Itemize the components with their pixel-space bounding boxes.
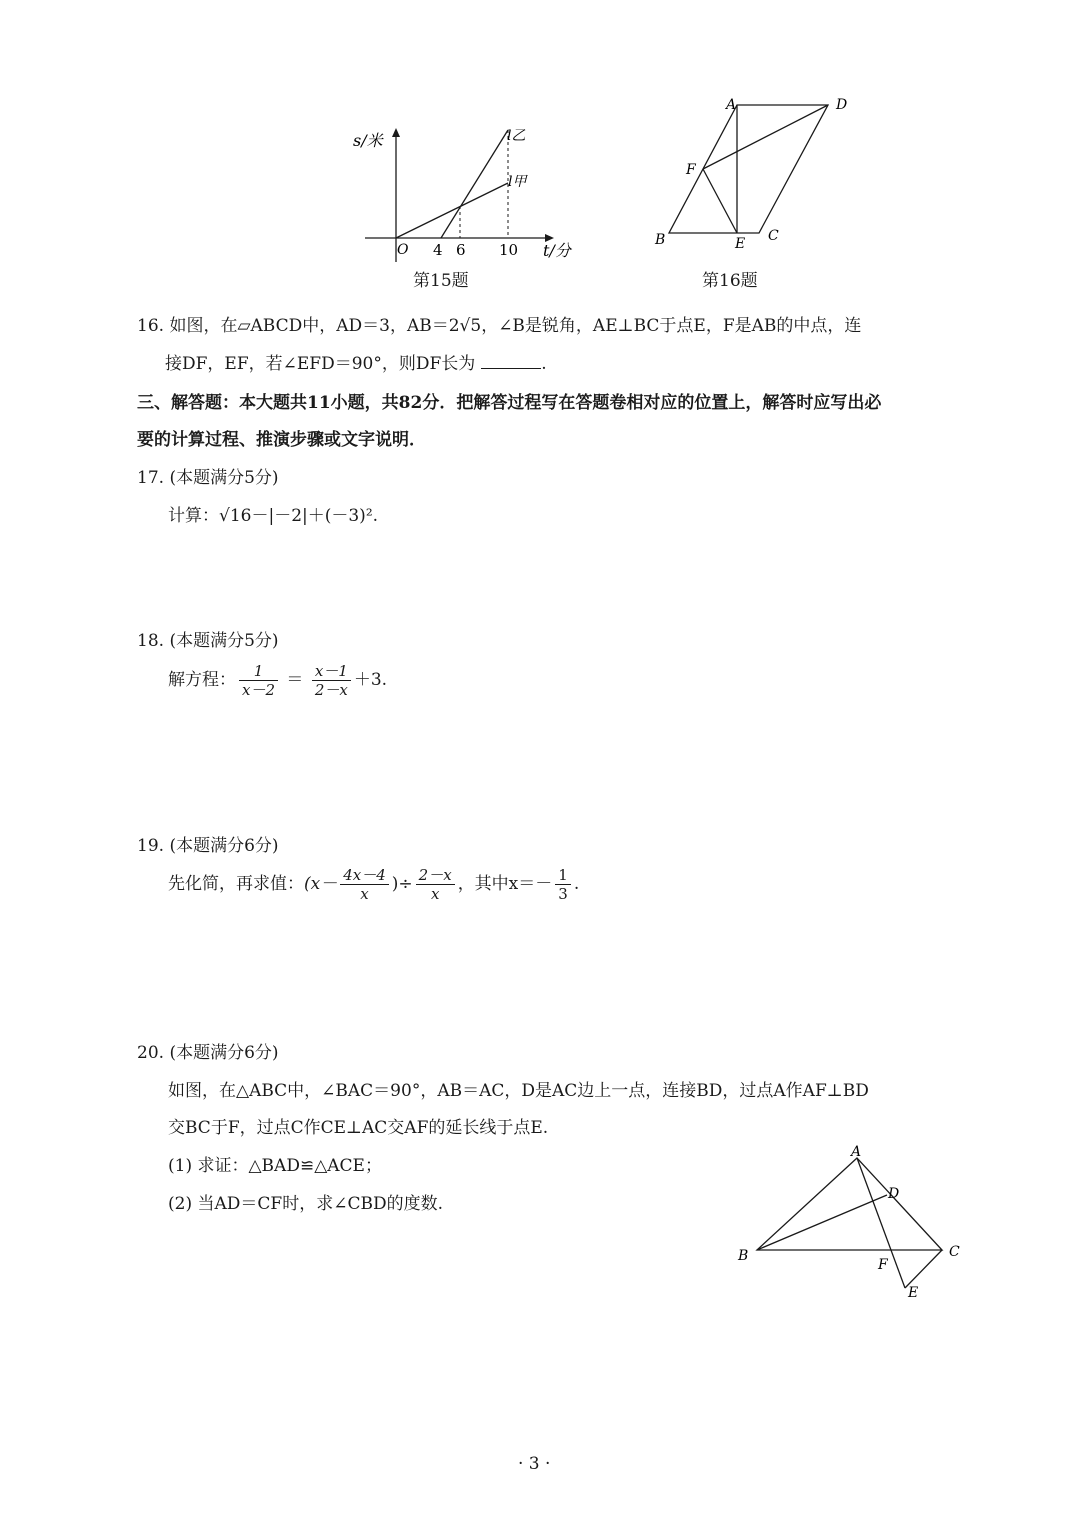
q18-header: 18. (本题满分5分): [137, 631, 279, 651]
x-axis-label: t/分: [543, 241, 571, 260]
q17-header: 17. (本题满分5分): [137, 468, 279, 488]
q19-frac3-den: 3: [558, 885, 568, 903]
line-yi: [441, 130, 508, 238]
q16-answer-blank: [481, 352, 541, 369]
q19-body: [168, 866, 579, 903]
q19-frac1-num: 4x－4: [340, 866, 389, 885]
q18-prefix: 解方程：: [168, 670, 236, 690]
q17-body: 计算：√16－|－2|＋(－3)².: [168, 506, 379, 526]
tick-10: 10: [499, 241, 519, 259]
point-d-label: D: [888, 1186, 900, 1202]
page-number: · 3 ·: [518, 1454, 551, 1474]
point-f-label: F: [686, 162, 696, 178]
figure-20: [730, 1140, 970, 1305]
tick-4: 4: [433, 241, 443, 259]
q19-prefix: 先化简，再求值：: [168, 874, 304, 894]
q19-fraction-2: [416, 866, 455, 903]
point-a-label: A: [726, 97, 737, 113]
point-a-label: A: [851, 1144, 862, 1160]
q20-line2: 交BC于F，过点C作CE⊥AC交AF的延长线于点E.: [168, 1118, 549, 1138]
figure-15: [345, 120, 595, 265]
point-b-label: B: [655, 232, 666, 248]
q19-frac1-den: x: [360, 885, 369, 903]
q20-line1: 如图，在△ABC中，∠BAC＝90°，AB＝AC，D是AC边上一点，连接BD，过点A作AF⊥BD: [168, 1081, 869, 1101]
line-jia: [396, 183, 508, 238]
point-c-label: C: [949, 1244, 960, 1260]
origin-label: O: [397, 242, 409, 258]
q18-frac1-num: 1: [239, 662, 278, 681]
q19-end: .: [573, 874, 580, 894]
segment-fe: [703, 169, 737, 233]
point-b-label: B: [738, 1248, 749, 1264]
figure-16-caption: 第16题: [702, 271, 758, 291]
q16-line2: 接DF，EF，若∠EFD＝90°，则DF长为 .: [165, 354, 547, 374]
line-yi-label: l乙: [507, 128, 526, 144]
segment-bd: [757, 1195, 887, 1250]
y-axis-arrow: [392, 128, 400, 137]
q19-part1: (x－: [304, 874, 338, 894]
section3-line1: 三、解答题：本大题共11小题，共82分．把解答过程写在答题卷相对应的位置上，解答时应写出必: [137, 393, 882, 413]
section3-line2: 要的计算过程、推演步骤或文字说明．: [137, 430, 426, 450]
q19-fraction-3: [555, 866, 571, 903]
q18-fraction-2: [312, 662, 351, 699]
q18-frac1-den: x－2: [242, 681, 276, 699]
q19-header: 19. (本题满分6分): [137, 836, 279, 856]
tick-6: 6: [456, 241, 466, 259]
q18-frac2-den: 2－x: [314, 681, 348, 699]
point-e-label: E: [735, 236, 746, 252]
q19-part2: )÷: [391, 874, 413, 894]
q19-fraction-1: [340, 866, 389, 903]
line-jia-label: l甲: [508, 174, 527, 190]
q19-frac2-num: 2－x: [416, 866, 455, 885]
q18-fraction-1: [239, 662, 278, 699]
q19-part3: ，其中x＝－: [457, 874, 553, 894]
point-e-label: E: [908, 1285, 919, 1301]
point-d-label: D: [836, 97, 848, 113]
figure-15-caption: 第15题: [413, 271, 469, 291]
point-f-label: F: [878, 1257, 888, 1273]
y-axis-label: s/米: [353, 131, 383, 150]
q16-line1: 16. 如图，在▱ABCD中，AD＝3，AB＝2√5，∠B是锐角，AE⊥BC于点E，F是AB的中点，连: [137, 316, 862, 336]
q19-frac3-num: 1: [555, 866, 571, 885]
q20-part2: (2) 当AD＝CF时，求∠CBD的度数.: [168, 1194, 443, 1214]
q20-header: 20. (本题满分6分): [137, 1043, 279, 1063]
q20-part1: (1) 求证：△BAD≌△ACE；: [168, 1156, 382, 1176]
q18-suffix: ＋3.: [353, 670, 388, 690]
q18-body: 解方程： $\frac{1}{x-2}$ ＝ $\frac{x-1}{2-x}$ ＋3.: [168, 662, 388, 699]
q18-frac2-num: x－1: [312, 662, 351, 681]
q19-frac2-den: x: [430, 885, 440, 903]
triangle-abc: [757, 1158, 942, 1250]
segment-ce: [905, 1250, 942, 1288]
figure-16: [650, 95, 860, 255]
point-c-label: C: [768, 228, 779, 244]
q16-line2-text: 接DF，EF，若∠EFD＝90°，则DF长为: [165, 354, 476, 374]
segment-fd: [703, 105, 828, 169]
